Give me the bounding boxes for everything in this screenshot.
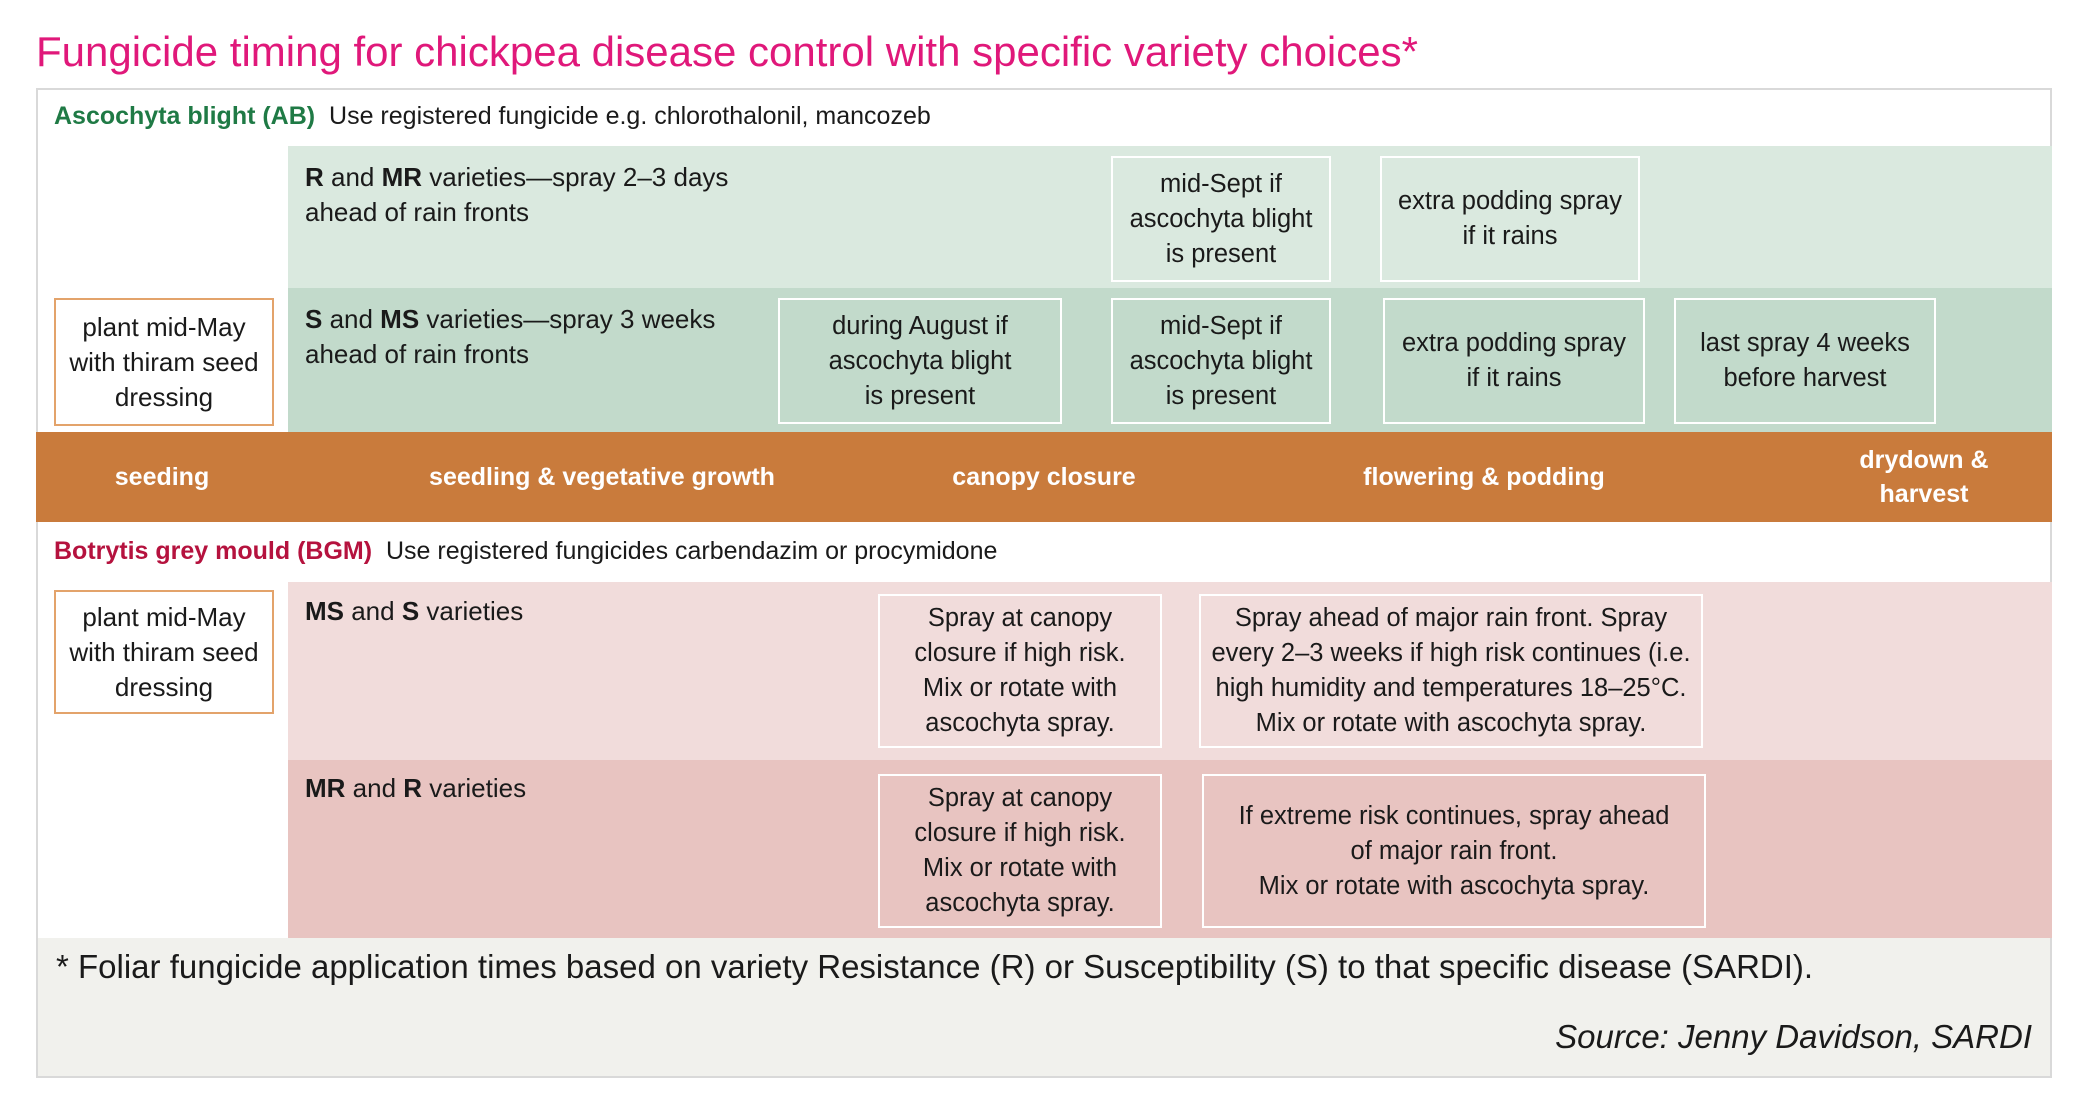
bgm-ms-rain-front-box: Spray ahead of major rain front. Spray every 2–3 weeks if high risk continues (i.e. high humidity and temperatures 18–25°C. Mix or rotate with ascochyta spray. (1199, 594, 1703, 748)
ab-row1-label (305, 160, 728, 230)
ab-advice: Use registered fungicide e.g. chlorothalonil, mancozeb (329, 102, 931, 130)
bgm-row2-label-r: R (403, 773, 423, 803)
bgm-plant-box: plant mid-May with thiram seed dressing (54, 590, 274, 714)
bgm-mr-canopy-box: Spray at canopy closure if high risk. Mix or rotate with ascochyta spray. (878, 774, 1162, 928)
bgm-row1-label-s: S (401, 596, 420, 626)
bgm-row2-label-and: and (345, 773, 404, 803)
bgm-mr-extreme-risk-box: If extreme risk continues, spray ahead of major rain front. Mix or rotate with ascochyta spray. (1202, 774, 1706, 928)
ab-row1-label-mr: MR (381, 162, 423, 192)
stage-flowering-podding: flowering & podding (1363, 463, 1605, 491)
ab-r-midsept-box: mid-Sept if ascochyta blight is present (1111, 156, 1331, 282)
ab-disease-name: Ascochyta blight (AB) (54, 102, 316, 130)
ab-plant-box: plant mid-May with thiram seed dressing (54, 298, 274, 426)
ab-row2-label-and: and (322, 304, 381, 334)
bgm-row-mr-r (288, 760, 2052, 938)
ab-row2-label-s: S (305, 304, 323, 334)
stage-seeding: seeding (114, 463, 210, 491)
page-title: Fungicide timing for chickpea disease control with specific variety choices* (36, 28, 1418, 75)
bgm-row1-label-text: varieties (419, 596, 524, 626)
ab-row1-label-r: R (305, 162, 324, 192)
ab-header (54, 102, 931, 131)
bgm-ms-canopy-box: Spray at canopy closure if high risk. Mix or rotate with ascochyta spray. (878, 594, 1162, 748)
ab-row2-label-ms: MS (380, 304, 420, 334)
bgm-row1-label-ms: MS (305, 596, 344, 626)
bgm-row2-label-text: varieties (422, 773, 527, 803)
stage-canopy-closure: canopy closure (952, 463, 1136, 491)
stage-drydown-harvest: drydown & harvest (1859, 446, 1989, 508)
bgm-row-ms-s (288, 582, 2052, 760)
ab-s-midsept-box: mid-Sept if ascochyta blight is present (1111, 298, 1331, 424)
bgm-disease-name: Botrytis grey mould (BGM) (54, 537, 373, 565)
stage-vegetative: seedling & vegetative growth (429, 463, 775, 491)
ab-row2-label-line2: ahead of rain fronts (305, 339, 530, 369)
ab-row1-label-text: varieties—spray 2–3 days (422, 162, 729, 192)
bgm-row2-label (305, 771, 526, 806)
ab-row1-label-and: and (323, 162, 382, 192)
bgm-advice: Use registered fungicides carbendazim or procymidone (385, 537, 998, 565)
ab-s-last-spray-box: last spray 4 weeks before harvest (1674, 298, 1936, 424)
bgm-row1-label (305, 594, 523, 629)
bgm-row2-label-mr: MR (305, 773, 346, 803)
footnote: * Foliar fungicide application times based on variety Resistance (R) or Susceptibility (S) to that specific disease (SARDI). (56, 948, 1814, 985)
bgm-header (54, 537, 997, 566)
ab-row1-label-line2: ahead of rain fronts (305, 197, 530, 227)
bgm-row1-label-and: and (344, 596, 402, 626)
ab-r-extra-podding-box: extra podding spray if it rains (1380, 156, 1640, 282)
growth-stages-bar (36, 432, 2052, 522)
ab-s-extra-podding-box: extra podding spray if it rains (1383, 298, 1645, 424)
ab-row2-label (305, 302, 715, 372)
ab-s-august-box: during August if ascochyta blight is present (778, 298, 1062, 424)
ab-row2-label-text: varieties—spray 3 weeks (419, 304, 716, 334)
source-credit: Source: Jenny Davidson, SARDI (1555, 1018, 2032, 1055)
